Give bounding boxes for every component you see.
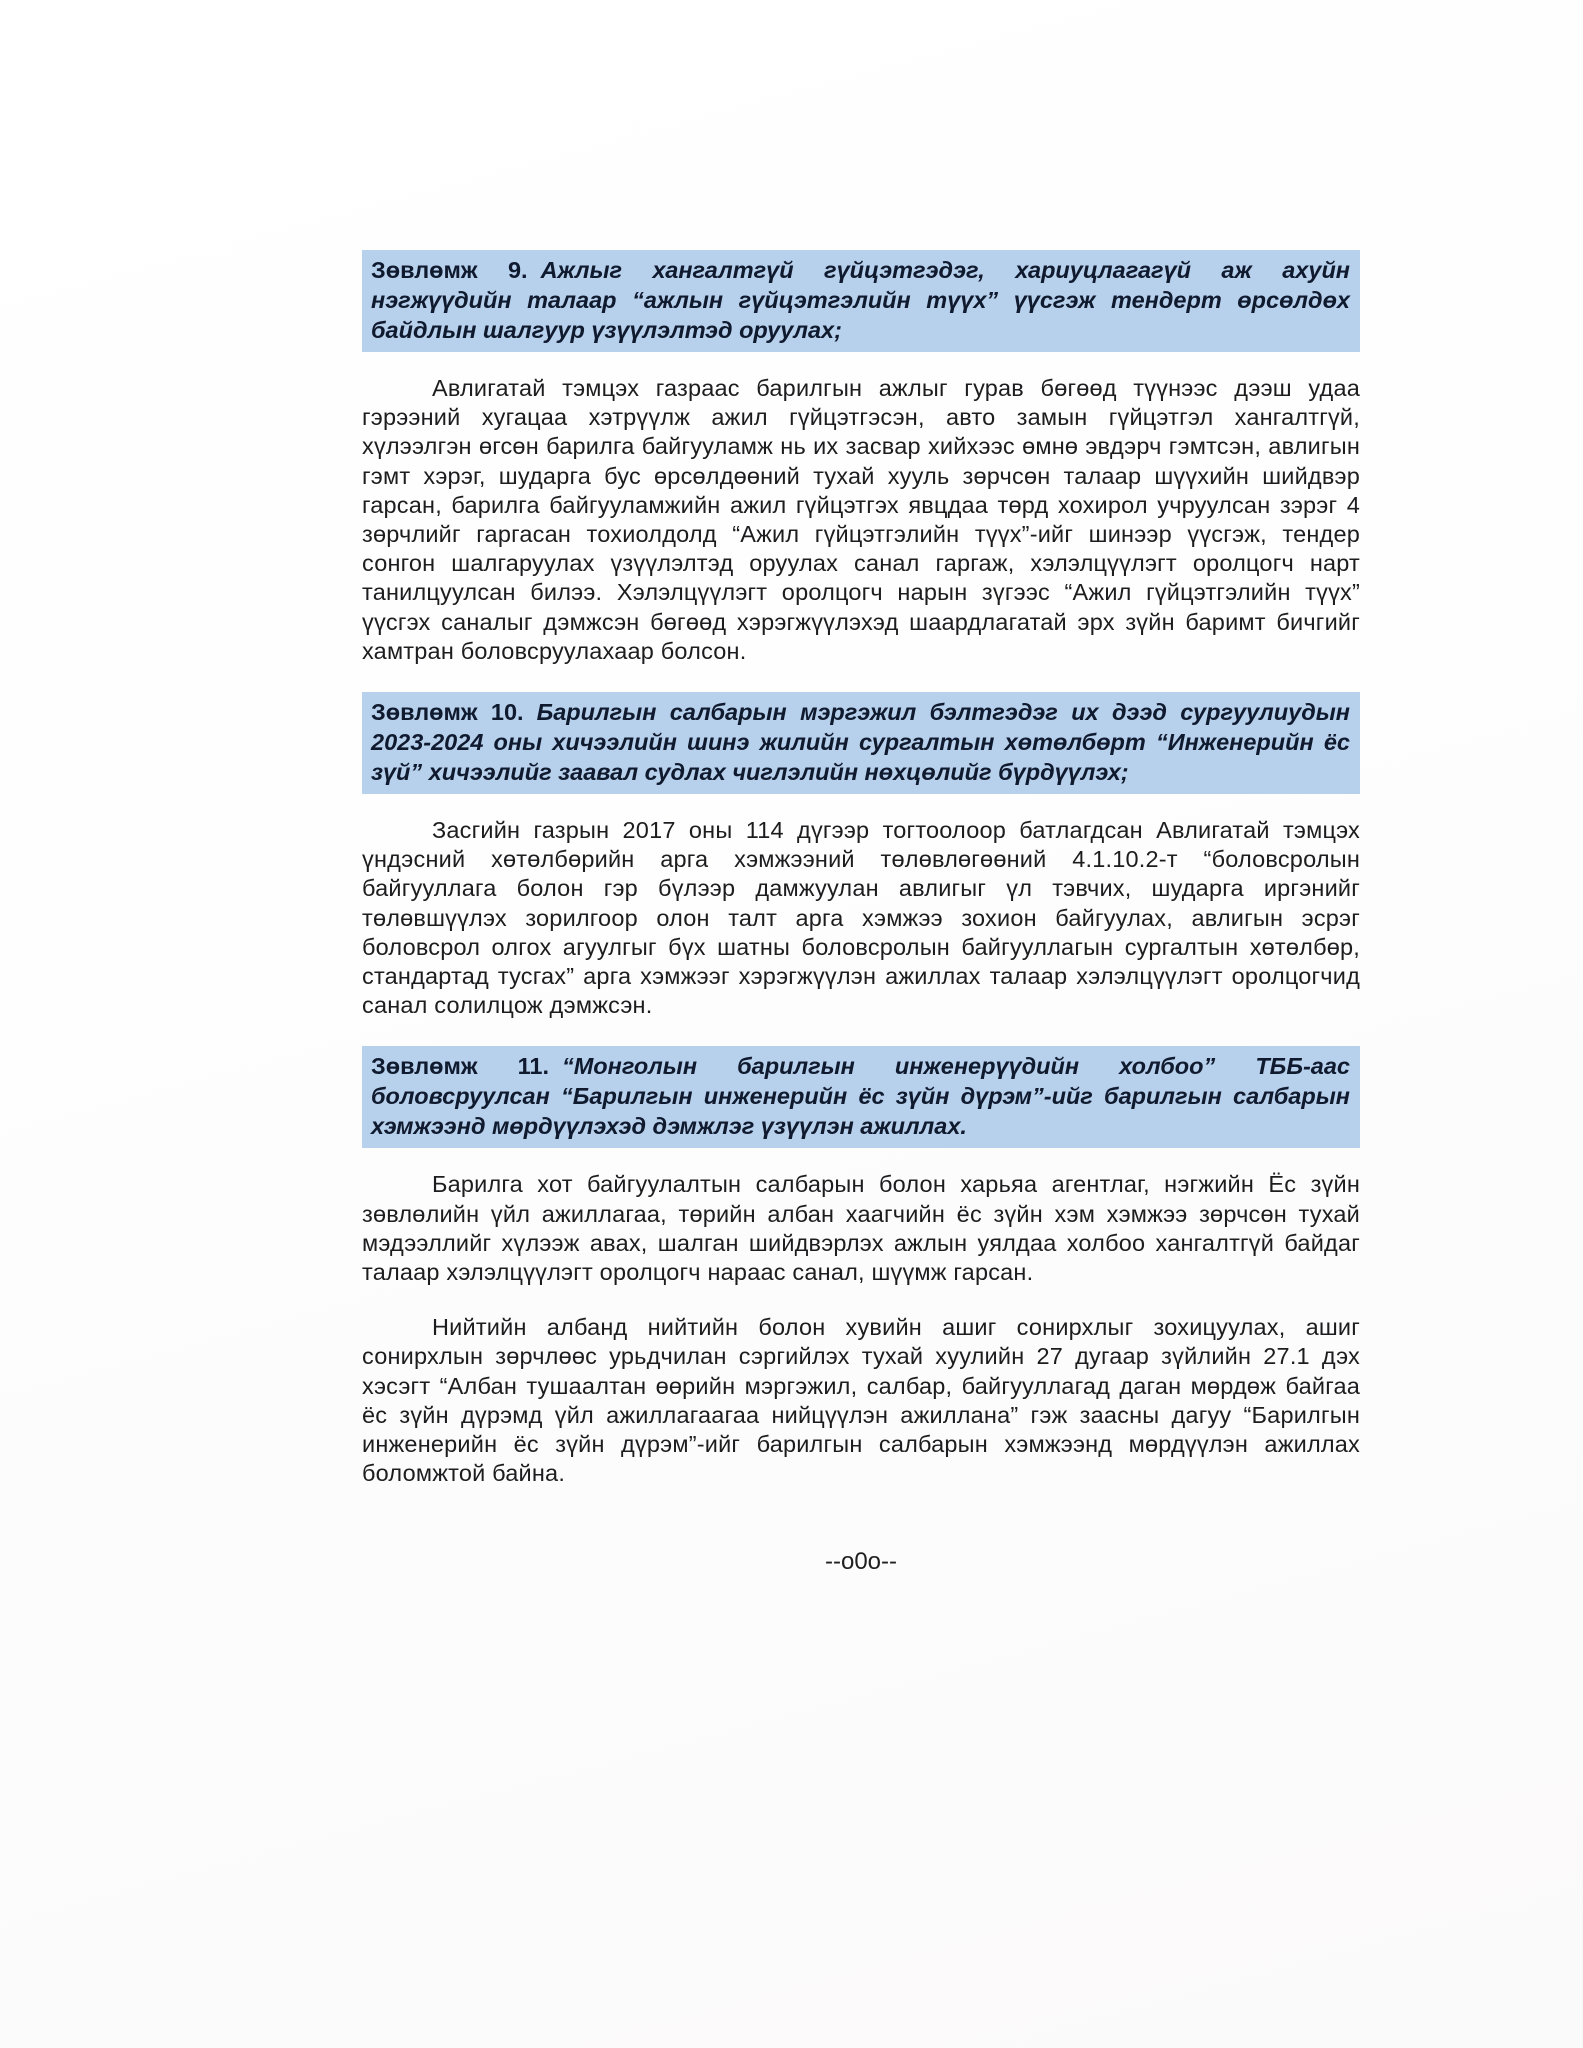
recommendation-9-heading (362, 250, 1360, 352)
section-recommendation-11 (362, 1046, 1360, 1488)
section-recommendation-9 (362, 250, 1360, 666)
document-content (362, 250, 1360, 1514)
recommendation-11-paragraph-1: Барилга хот байгуулалтын салбарын болон харьяа агентлаг, нэгжийн Ёс зүйн зөвлөлийн үйл ажиллагаа, төрийн албан хаагчийн ёс зүйн хэм хэмжээ зөрчсөн тухай мэдээллийг хүлээж авах, шалган шийдвэрлэх ажлын уялдаа холбоо хангалтгүй байдаг талаар хэлэлцүүлэгт оролцогч нараас санал, шүүмж гарсан. (362, 1171, 1360, 1286)
recommendation-11-label: Зөвлөмж 11. (371, 1053, 549, 1080)
recommendation-9-text: Ажлыг хангалтгүй гүйцэтгэдэг, хариуцлагагүй аж ахуйн нэгжүүдийн талаар “ажлын гүйцэтгэлийн түүх” үүсгэж тендерт өрсөлдөх байдлын шалгуур үзүүлэлтэд оруулах; (371, 257, 1350, 343)
recommendation-10-label: Зөвлөмж 10. (371, 699, 524, 726)
recommendation-11-text: “Монголын барилгын инженерүүдийн холбоо” ТББ-аас боловсруулсан “Барилгын инженерийн ёс зүйн дүрэм”-ийг барилгын салбарын хэмжээнд мөрдүүлэхэд дэмжлэг үзүүлэн ажиллах. (371, 1053, 1350, 1140)
recommendation-10-text: Барилгын салбарын мэргэжил бэлтгэдэг их дээд сургуулиудын 2023-2024 оны хичээлийн шинэ жилийн сургалтын хөтөлбөрт “Инженерийн ёс зүй” хичээлийг заавал судлах чиглэлийн нөхцөлийг бүрдүүлэх; (371, 699, 1350, 786)
recommendation-9-paragraph: Авлигатай тэмцэх газраас барилгын ажлыг гурав бөгөөд түүнээс дээш удаа гэрээний хугацаа хэтрүүлж ажил гүйцэтгэсэн, авто замын гүйцэтгэл хангалтгүй, хүлээлгэн өгсөн барилга байгууламж нь их засвар хийхээс өмнө эвдэрч гэмтсэн, авлигын гэмт хэрэг, шударга бус өрсөлдөөний тухай хууль зөрчсөн талаар шүүхийн шийдвэр гарсан, барилга байгууламжийн ажил гүйцэтгэх явцдаа төрд хохирол учруулсан зэрэг 4 зөрчлийг гаргасан тохиолдолд “Ажил гүйцэтгэлийн түүх”-ийг шинээр үүсгэж, тендер сонгон шалгаруулах үзүүлэлтэд оруулах санал гаргаж, хэлэлцүүлэгт оролцогч нарт танилцуулсан билээ. Хэлэлцүүлэгт оролцогч нарын зүгээс “Ажил гүйцэтгэлийн түүх” үүсгэх саналыг дэмжсэн бөгөөд хэрэгжүүлэхэд шаардлагатай эрх зүйн баримт бичгийг хамтран боловсруулахаар болсон. (362, 375, 1360, 664)
recommendation-9-label: Зөвлөмж 9. (371, 257, 528, 283)
section-recommendation-10 (362, 692, 1360, 1020)
recommendation-11-paragraph-2: Нийтийн албанд нийтийн болон хувийн ашиг сонирхлыг зохицуулах, ашиг сонирхлын зөрчлөөс урьдчилан сэргийлэх тухай хуулийн 27 дугаар зүйлийн 27.1 дэх хэсэгт “Албан тушаалтан өөрийн мэргэжил, салбар, байгууллагад даган мөрдөж байгаа ёс зүйн дүрэмд үйл ажиллагаагаа нийцүүлэн ажиллана” гэж заасны дагуу “Барилгын инженерийн ёс зүйн дүрэм”-ийг барилгын салбарын хэмжээнд мөрдүүлэн ажиллах боломжтой байна. (362, 1314, 1360, 1487)
recommendation-11-heading (362, 1046, 1360, 1148)
recommendation-10-paragraph: Засгийн газрын 2017 оны 114 дүгээр тогтоолоор батлагдсан Авлигатай тэмцэх үндэсний хөтөлбөрийн арга хэмжээний төлөвлөгөөний 4.1.10.2-т “боловсролын байгууллага болон гэр бүлээр дамжуулан авлигыг үл тэвчих, шударга иргэнийг төлөвшүүлэх зорилгоор олон талт арга хэмжээ зохион байгуулах, авлигын эсрэг боловсрол олгох агуулгыг бүх шатны боловсролын байгууллагын сургалтын хөтөлбөр, стандартад тусгах” арга хэмжээг хэрэгжүүлэн ажиллах талаар хэлэлцүүлэгт оролцогчид санал солилцож дэмжсэн. (362, 817, 1360, 1019)
end-of-document-mark: --o0o-- (824, 1548, 897, 1575)
recommendation-10-heading (362, 692, 1360, 794)
